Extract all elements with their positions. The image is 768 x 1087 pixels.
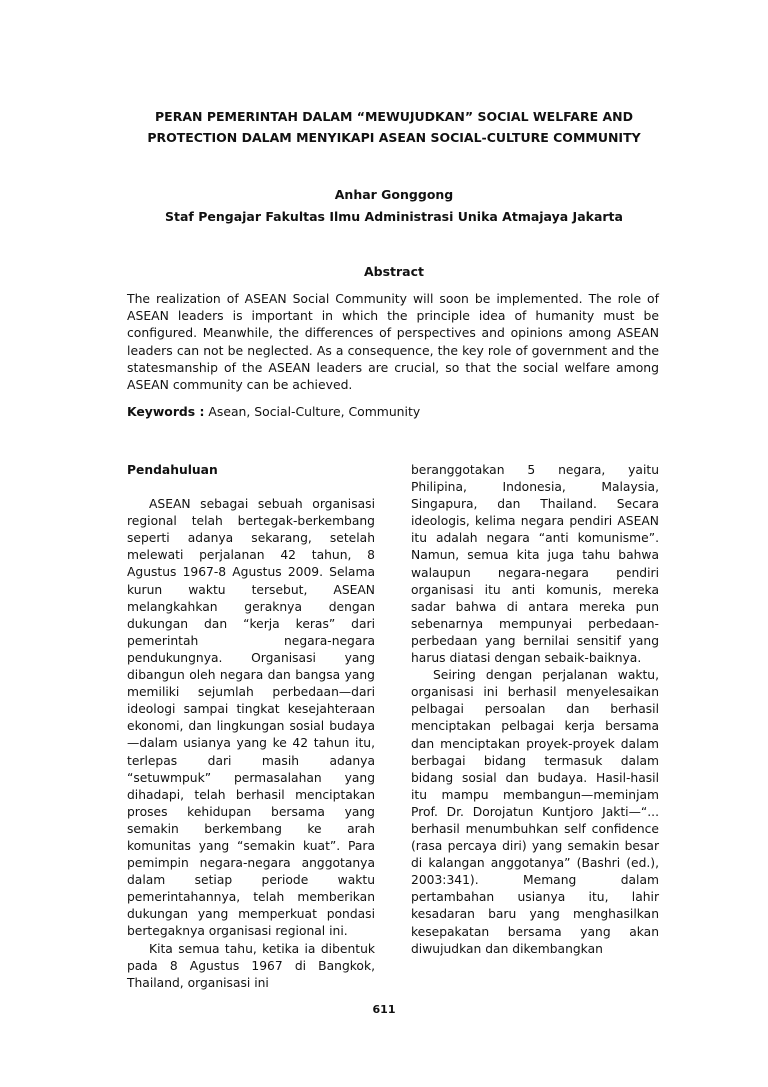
author-name: Anhar Gonggong <box>334 187 454 202</box>
left-paragraph-1: ASEAN sebagai sebuah organisasi regional telah bertegak-berkembang seperti adanya sekarang, setelah melewati perjalanan 42 tahun, 8 Agustus 1967-8 Agustus 2009. Selama kurun waktu tersebut, ASEAN melangkahkan geraknya dengan dukungan dan “kerja keras” dari pemerintah negara-negara pendukungnya. Organisasi yang dibangun oleh negara dan bangsa yang memiliki sejumlah perbedaan—dari ideologi sampai tingkat kesejahteraan ekonomi, dan lingkungan sosial budaya—dalam usianya yang ke 42 tahun itu, terlepas dari masih adanya “setuwmpuk” permasalahan yang dihadapi, telah berhasil menciptakan proses kehidupan bersama yang semakin berkembang ke arah komunitas yang “semakin kuat”. Para pemimpin negara-negara anggotanya dalam setiap periode waktu pemerintahannya, telah memberikan dukungan yang memperkuat pondasi bertegaknya organisasi regional ini. <box>127 497 375 939</box>
keywords <box>127 403 659 420</box>
title-line-2: PROTECTION DALAM MENYIKAPI ASEAN SOCIAL-CULTURE COMMUNITY <box>147 130 641 145</box>
right-column <box>411 462 659 958</box>
left-paragraph-2: Kita semua tahu, ketika ia dibentuk pada 8 Agustus 1967 di Bangkok, Thailand, organisasi ini <box>127 941 375 990</box>
page-number: 611 <box>372 1003 396 1016</box>
abstract-text: The realization of ASEAN Social Community will soon be implemented. The role of ASEAN leaders is important in which the principle idea of humanity must be configured. Meanwhile, the differences of perspectives and opinions among ASEAN leaders can not be neglected. As a consequence, the key role of government and the statesmanship of the ASEAN leaders are crucial, so that the social welfare among ASEAN community can be achieved. <box>127 291 659 393</box>
title-line-1: PERAN PEMERINTAH DALAM “MEWUJUDKAN” SOCIAL WELFARE AND <box>155 109 633 124</box>
right-paragraph-1: beranggotakan 5 negara, yaitu Philipina, Indonesia, Malaysia, Singapura, dan Thailand. Secara ideologis, kelima negara pendiri ASEAN itu adalah negara “anti komunisme”. Namun, semua kita juga tahu bahwa walaupun negara-negara pendiri organisasi itu anti komunis, mereka sadar bahwa di antara mereka pun sebenarnya mempunyai perbedaan-perbedaan yang bernilai sensitif yang harus diatasi dengan sebaik-baiknya. <box>411 463 659 666</box>
keywords-label: Keywords : <box>127 404 205 419</box>
author-affiliation: Staf Pengajar Fakultas Ilmu Administrasi Unika Atmajaya Jakarta <box>165 209 623 224</box>
section-heading: Pendahuluan <box>127 463 218 477</box>
keywords-value: Asean, Social-Culture, Community <box>204 404 421 419</box>
right-paragraph-2: Seiring dengan perjalanan waktu, organisasi ini berhasil menyelesaikan pelbagai persoalan dan berhasil menciptakan pelbagai kerja bersama dan menciptakan proyek-proyek dalam berbagai bidang termasuk dalam bidang sosial dan budaya. Hasil-hasil itu mampu membangun—meminjam Prof. Dr. Dorojatun Kuntjoro Jakti—“... berhasil menumbuhkan self confidence (rasa percaya diri) yang semakin besar di kalangan anggotanya” (Bashri (ed.), 2003:341). Memang dalam pertambahan usianya itu, lahir kesadaran baru yang menghasilkan kesepakatan bersama yang akan diwujudkan dan dikembangkan <box>411 668 659 956</box>
paper-title <box>110 106 678 148</box>
left-column <box>127 462 375 992</box>
abstract-heading: Abstract <box>363 264 425 279</box>
